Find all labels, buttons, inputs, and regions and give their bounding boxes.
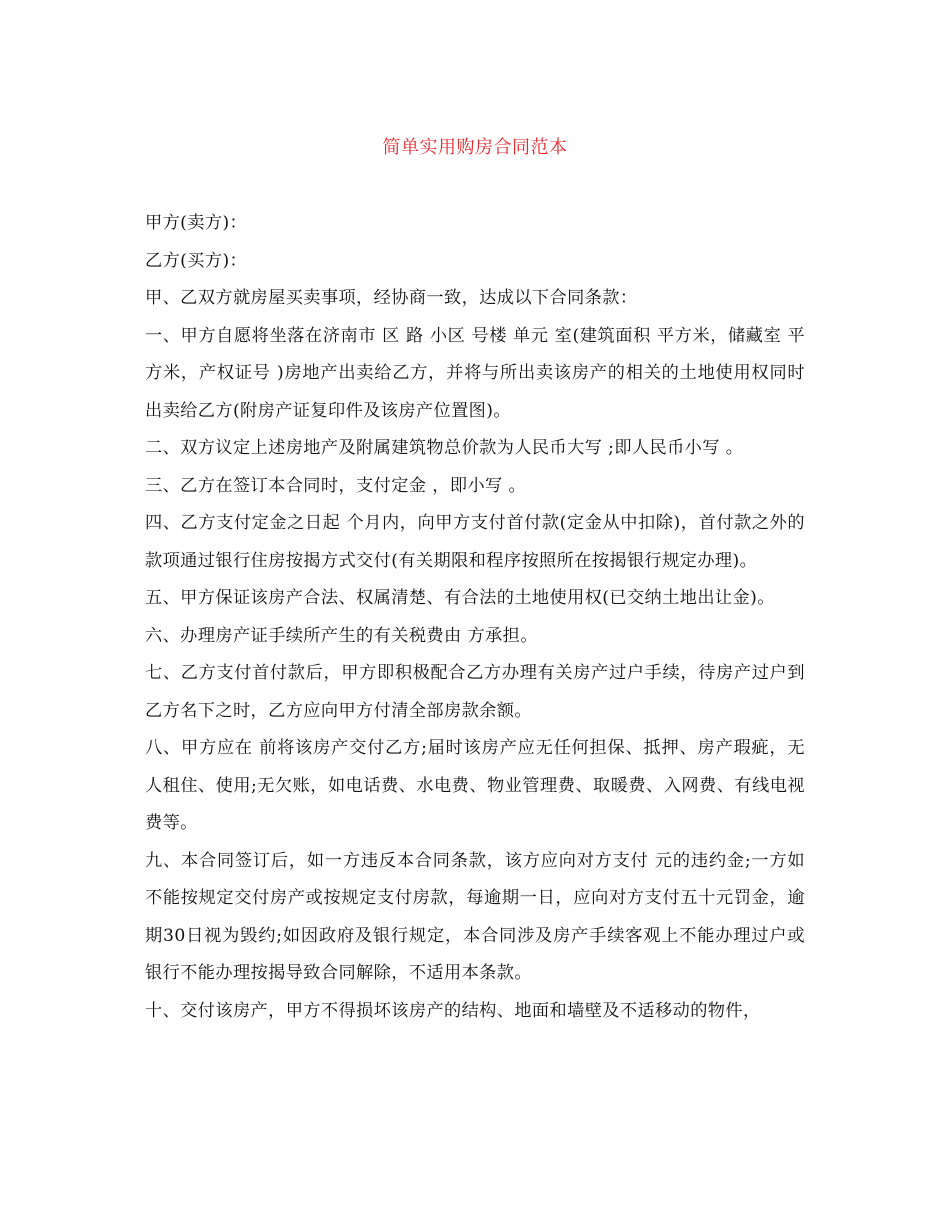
paragraph-clause-2: 二、双方议定上述房地产及附属建筑物总价款为人民币大写 ;即人民币小写 。 [145, 438, 744, 458]
paragraph-clause-7: 七、乙方支付首付款后，甲方即积极配合乙方办理有关房产过户手续，待房产过户到乙方名下之时，乙方应向甲方付清全部房款余额。 [145, 663, 805, 721]
paragraph-clause-5: 五、甲方保证该房产合法、权属清楚、有合法的土地使用权(已交纳土地出让金)。 [145, 588, 775, 608]
document-body [145, 205, 805, 1030]
paragraph-clause-8: 八、甲方应在 前将该房产交付乙方;届时该房产应无任何担保、抵押、房产瑕疵，无人租住、使用;无欠账，如电话费、水电费、物业管理费、取暖费、入网费、有线电视费等。 [145, 738, 805, 833]
paragraph-party-b: 乙方(买方)： [145, 250, 248, 271]
paragraph-clause-4: 四、乙方支付定金之日起 个月内，向甲方支付首付款(定金从中扣除)，首付款之外的款项通过银行住房按揭方式交付(有关期限和程序按照所在按揭银行规定办理)。 [145, 513, 805, 571]
paragraph-clause-3: 三、乙方在签订本合同时，支付定金 ，即小写 。 [145, 475, 527, 496]
paragraph-clause-10: 十、交付该房产，甲方不得损坏该房产的结构、地面和墙壁及不适移动的物件， [145, 1000, 761, 1021]
paragraph-preamble: 甲、乙双方就房屋买卖事项，经协商一致，达成以下合同条款： [145, 288, 638, 308]
paragraph-clause-1: 一、甲方自愿将坐落在济南市 区 路 小区 号楼 单元 室(建筑面积 平方米，储藏室 平方米，产权证号 )房地产出卖给乙方，并将与所出卖该房产的相关的土地使用权同时出卖给乙方(附房产证复印件及该房产位置图)。 [145, 325, 805, 421]
paragraph-party-a: 甲方(卖方)： [145, 213, 248, 233]
paragraph-clause-6: 六、办理房产证手续所产生的有关税费由 方承担。 [145, 625, 538, 646]
document-title: 简单实用购房合同范本 [382, 137, 568, 158]
paragraph-clause-9: 九、本合同签订后，如一方违反本合同条款，该方应向对方支付 元的违约金;一方如不能按规定交付房产或按规定支付房款，每逾期一日，应向对方支付五十元罚金，逾期30日视为毁约;如因政府及银行规定，本合同涉及房产手续客观上不能办理过户或银行不能办理按揭导致合同解除，不适用本条款。 [145, 850, 805, 983]
